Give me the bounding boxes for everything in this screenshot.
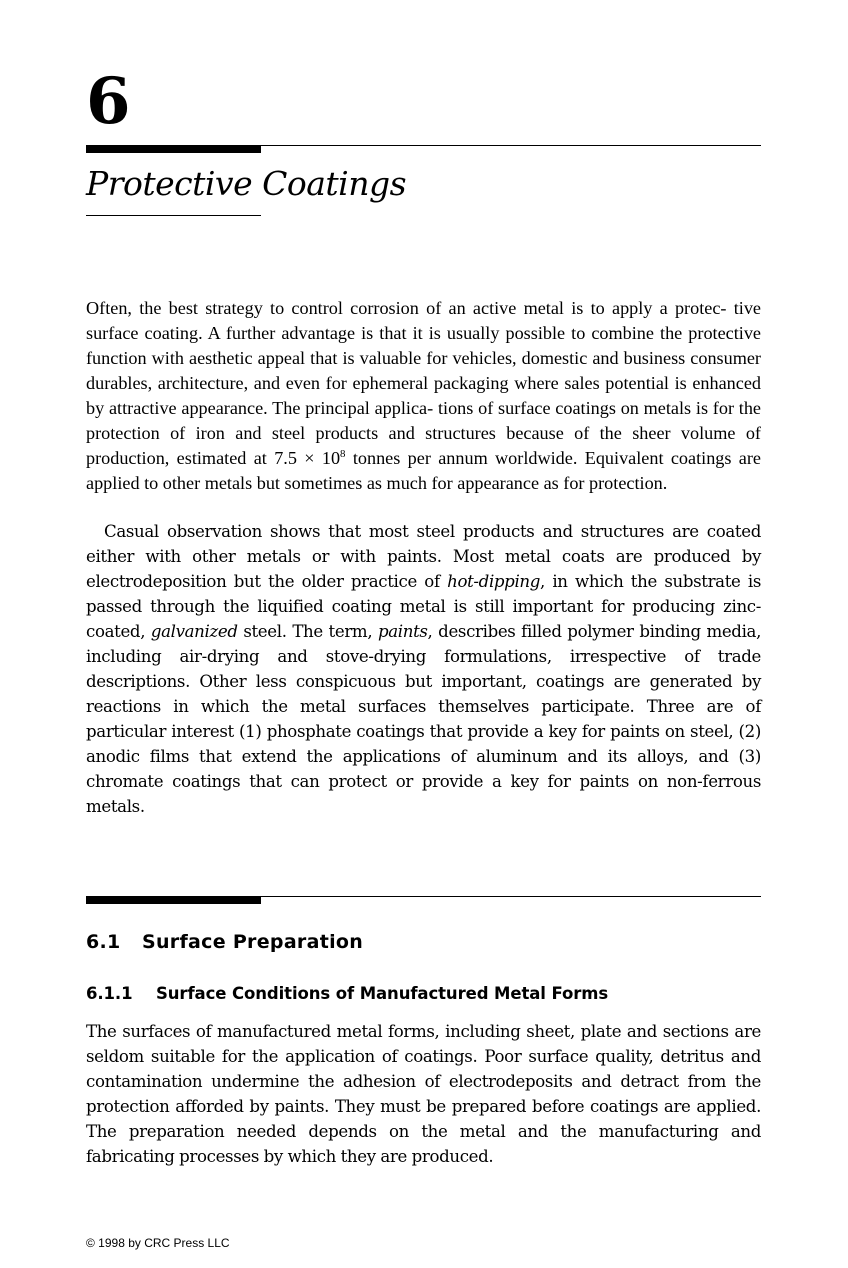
intro-line: the protective function with aesthetic appeal that is valuable for vehicles, domestic: [86, 323, 762, 368]
paragraph-text: , describes filled polymer binding media, including air-drying and stove-drying formulations, irrespective of trade descriptions. Other less conspicuous but important, coatings are generated by reactions in which the metal surfaces themselves participate. Three are of particular interest (1) phosphate coatings that provide a key for paints on steel, (2) anodic films that extend the applications of aluminum and its alloys, and (3) chromate coatings that can protect or provide a key for paints on non-ferrous metals.: [86, 622, 761, 816]
copyright-footer: © 1998 by CRC Press LLC: [86, 1236, 230, 1250]
section-number: 6.1: [86, 931, 121, 953]
italic-term: hot-dipping: [447, 572, 541, 591]
italic-term: paints: [377, 622, 428, 641]
chapter-number: 6: [86, 64, 131, 139]
section-rule-thick: [86, 896, 261, 904]
intro-line: tions of surface coatings on metals is for the protection of iron and steel products: [86, 398, 762, 443]
paragraph-text: Casual observation shows that most steel products and structures are coated either with other metals or with paints. Most metal coats are produced by electrodeposition but the older practice of: [86, 522, 761, 591]
chapter-title: Protective Coatings: [86, 164, 407, 203]
intro-line: and business consumer durables, architecture, and even for ephemeral packaging: [86, 348, 761, 393]
intro-line: tonnes per annum worldwide. Equivalent coatings are applied to other: [86, 448, 761, 493]
paragraph-text: , in which the substrate is passed through the liquified coating metal is still important for producing zinc-coated,: [86, 572, 761, 641]
subsection-title: Surface Conditions of Manufactured Metal Forms: [156, 984, 609, 1003]
body-paragraph-coatings: [86, 519, 761, 819]
section-heading: [86, 928, 363, 956]
chapter-rule-thick: [86, 145, 261, 153]
body-paragraph-surface: The surfaces of manufactured metal forms, including sheet, plate and sections are seldom suitable for the application of coatings. Poor surface quality, detritus and contamination undermine the adhesion of electrodeposits and detract from the protection afforded by paints. They must be prepared before coatings are applied. The preparation needed depends on the metal and the manufacturing and fabricating processes by which they are produced.: [86, 1022, 761, 1166]
intro-line: tive surface coating. A further advantage is that it is usually possible to combine: [86, 298, 761, 343]
intro-line: where sales potential is enhanced by attractive appearance. The principal applica-: [86, 373, 762, 418]
intro-paragraph: [86, 296, 761, 496]
chapter-rule-thin: [86, 145, 761, 146]
intro-line: and structures because of the sheer volume of production, estimated at: [86, 423, 761, 468]
italic-term: galvanized: [150, 622, 238, 641]
intro-exponent: 8: [340, 447, 346, 460]
section-title: Surface Preparation: [142, 931, 364, 953]
paragraph-text: steel. The term,: [237, 622, 378, 641]
intro-line: Often, the best strategy to control corrosion of an active metal is to apply a protec-: [86, 298, 727, 318]
intro-line: metals but sometimes as much for appearance as for protection.: [204, 473, 668, 493]
subsection-number: 6.1.1: [86, 984, 133, 1003]
subsection-heading: [86, 982, 608, 1006]
section-rule-thin: [86, 896, 761, 897]
intro-line-quantity: 7.5 × 10: [274, 448, 341, 468]
title-underline: [86, 215, 261, 216]
